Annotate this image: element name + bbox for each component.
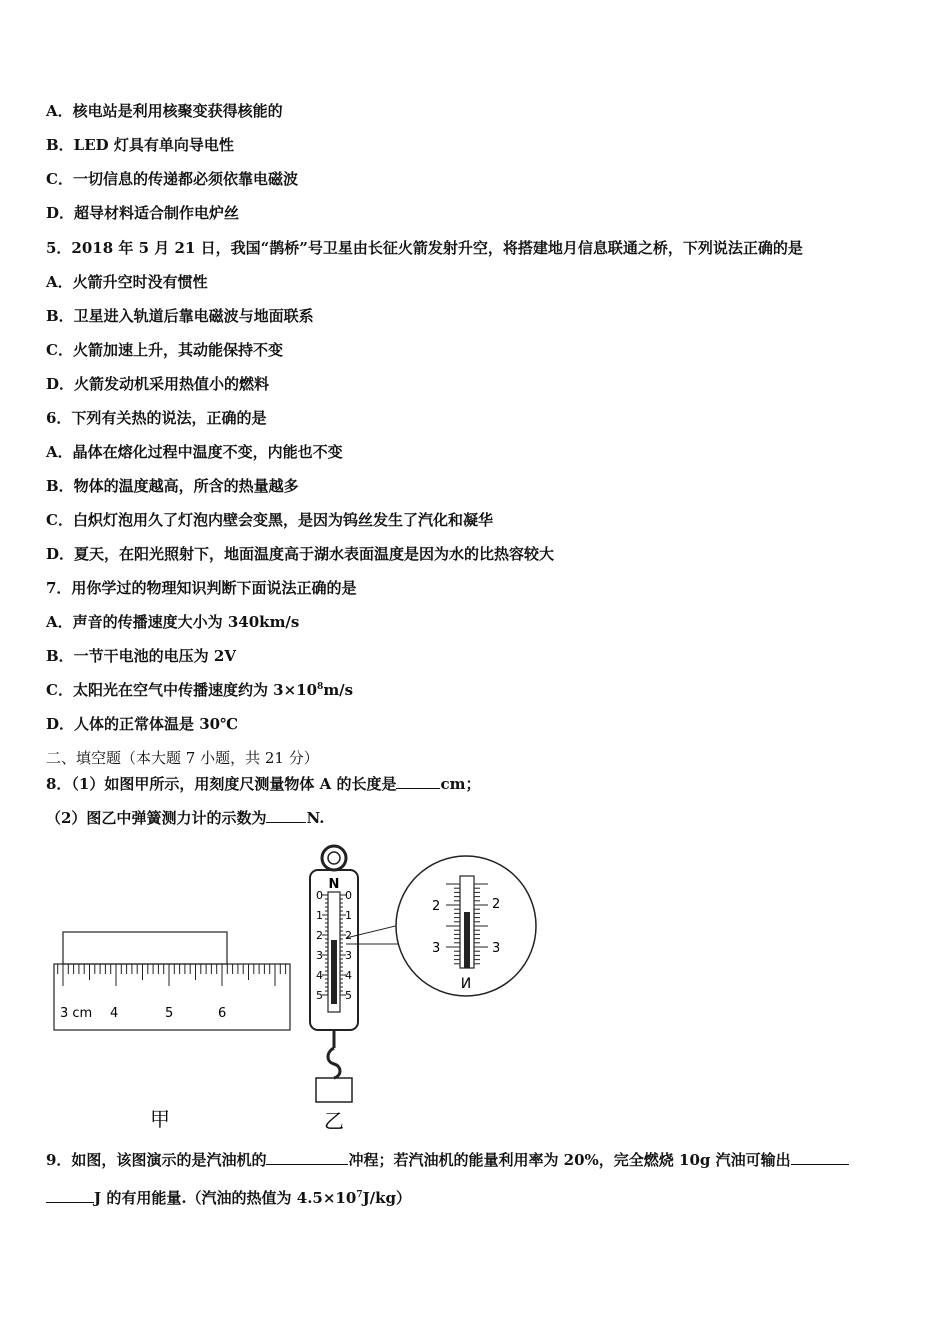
q7-option-c-exponent: 8: [317, 682, 324, 692]
q7-option-d: D．人体的正常体温是 30℃: [46, 715, 239, 733]
scale-label-left-4: 4: [316, 969, 323, 982]
q9-exponent: 7: [356, 1190, 363, 1200]
ruler-label-6: 6: [218, 1006, 227, 1021]
q9-blank-stroke[interactable]: [266, 1150, 348, 1165]
scale-unit-label: N: [328, 877, 340, 892]
zoom-mark: И: [460, 976, 472, 992]
q8-part2-blank[interactable]: [266, 808, 306, 823]
q5-option-d: D．火箭发动机采用热值小的燃料: [46, 375, 270, 393]
scale-spring-fill: [331, 940, 337, 1004]
q9-blank-energy-part2[interactable]: [46, 1188, 94, 1203]
caption-yi: 乙: [324, 1109, 344, 1133]
q8-part2-unit: N.: [306, 809, 325, 827]
q9-line1-rest: 冲程；若汽油机的能量利用率为 20%，完全燃烧 10g 汽油可输出: [348, 1151, 791, 1169]
object-a-block: [63, 932, 227, 964]
q9-line2-text: J 的有用能量.（汽油的热值为 4.5×10: [94, 1189, 357, 1207]
q7-option-c-text: C．太阳光在空气中传播速度约为 3×10: [46, 681, 318, 699]
ruler-label-5: 5: [165, 1006, 174, 1021]
section-title: 二、填空题（本大题 7 小题，共 21 分）: [46, 749, 319, 767]
scale-ring-inner: [328, 852, 340, 864]
zoom-callout: [346, 856, 536, 996]
q6-option-b: B．物体的温度越高，所含的热量越多: [46, 477, 299, 495]
scale-label-right-4: 4: [345, 969, 352, 982]
q5-option-c: C．火箭加速上升，其动能保持不变: [46, 341, 283, 359]
q5-option-a: A．火箭升空时没有惯性: [46, 273, 208, 291]
q9-line2: [46, 1188, 411, 1208]
q9-line1: [46, 1150, 849, 1170]
scale-label-right-0: 0: [345, 889, 352, 902]
q6-stem: 6．下列有关热的说法，正确的是: [46, 409, 267, 427]
scale-label-left-0: 0: [316, 889, 323, 902]
q6-option-a: A．晶体在熔化过程中温度不变，内能也不变: [46, 443, 343, 461]
q7-option-a: A．声音的传播速度大小为 340km/s: [46, 613, 300, 631]
scale-ring: [322, 846, 346, 870]
zoom-label-left-2: 2: [432, 899, 441, 914]
zoom-label-right-3: 3: [492, 941, 501, 956]
q9-line1-text: 9．如图，该图演示的是汽油机的: [46, 1151, 267, 1169]
scale-label-left-2: 2: [316, 929, 323, 942]
q9-blank-energy-part1[interactable]: [791, 1150, 849, 1165]
scale-label-right-2: 2: [345, 929, 352, 942]
q5-stem: 5．2018 年 5 月 21 日，我国“鹊桥”号卫星由长征火箭发射升空，将搭建地月信息联通之桥，下列说法正确的是: [46, 239, 803, 257]
q8-part2: [46, 808, 324, 828]
q7-stem: 7．用你学过的物理知识判断下面说法正确的是: [46, 579, 357, 597]
scale-label-right-3: 3: [345, 949, 352, 962]
q4-option-b: B．LED 灯具有单向导电性: [46, 136, 234, 154]
zoom-spring-fill: [464, 912, 470, 968]
q8-figure: [40, 840, 540, 1140]
ruler-ticks: [58, 964, 286, 986]
q4-option-a: A．核电站是利用核聚变获得核能的: [46, 102, 283, 120]
spring-scale: [310, 846, 358, 1133]
scale-label-right-5: 5: [345, 989, 352, 1002]
q7-option-c: [46, 680, 353, 700]
ruler-figure: [54, 932, 290, 1131]
q4-option-d: D．超导材料适合制作电炉丝: [46, 204, 240, 222]
scale-label-left-5: 5: [316, 989, 323, 1002]
scale-label-right-1: 1: [345, 909, 352, 922]
zoom-label-left-3: 3: [432, 941, 441, 956]
q7-option-b: B．一节干电池的电压为 2V: [46, 647, 236, 665]
zoom-label-right-2: 2: [492, 897, 501, 912]
q8-part2-text: （2）图乙中弹簧测力计的示数为: [46, 809, 267, 827]
q9-line2-unit: J/kg）: [362, 1189, 412, 1207]
q8-part1-unit: cm；: [440, 775, 481, 793]
hanging-weight: [316, 1078, 352, 1102]
scale-label-left-1: 1: [316, 909, 323, 922]
q6-option-d: D．夏天，在阳光照射下，地面温度高于湖水表面温度是因为水的比热容较大: [46, 545, 555, 563]
q7-option-c-unit: m/s: [323, 681, 354, 699]
q8-part1-blank[interactable]: [396, 774, 440, 789]
ruler-label-4: 4: [110, 1006, 119, 1021]
q4-option-c: C．一切信息的传递都必须依靠电磁波: [46, 170, 298, 188]
caption-jia: 甲: [150, 1107, 170, 1131]
scale-hook: [328, 1048, 340, 1078]
q6-option-c: C．白炽灯泡用久了灯泡内壁会变黑，是因为钨丝发生了汽化和凝华: [46, 511, 493, 529]
ruler-label-3cm: 3 cm: [60, 1006, 93, 1021]
q5-option-b: B．卫星进入轨道后靠电磁波与地面联系: [46, 307, 314, 325]
q8-part1-text: 8．（1）如图甲所示，用刻度尺测量物体 A 的长度是: [46, 775, 397, 793]
scale-label-left-3: 3: [316, 949, 323, 962]
q8-part1: [46, 774, 480, 794]
